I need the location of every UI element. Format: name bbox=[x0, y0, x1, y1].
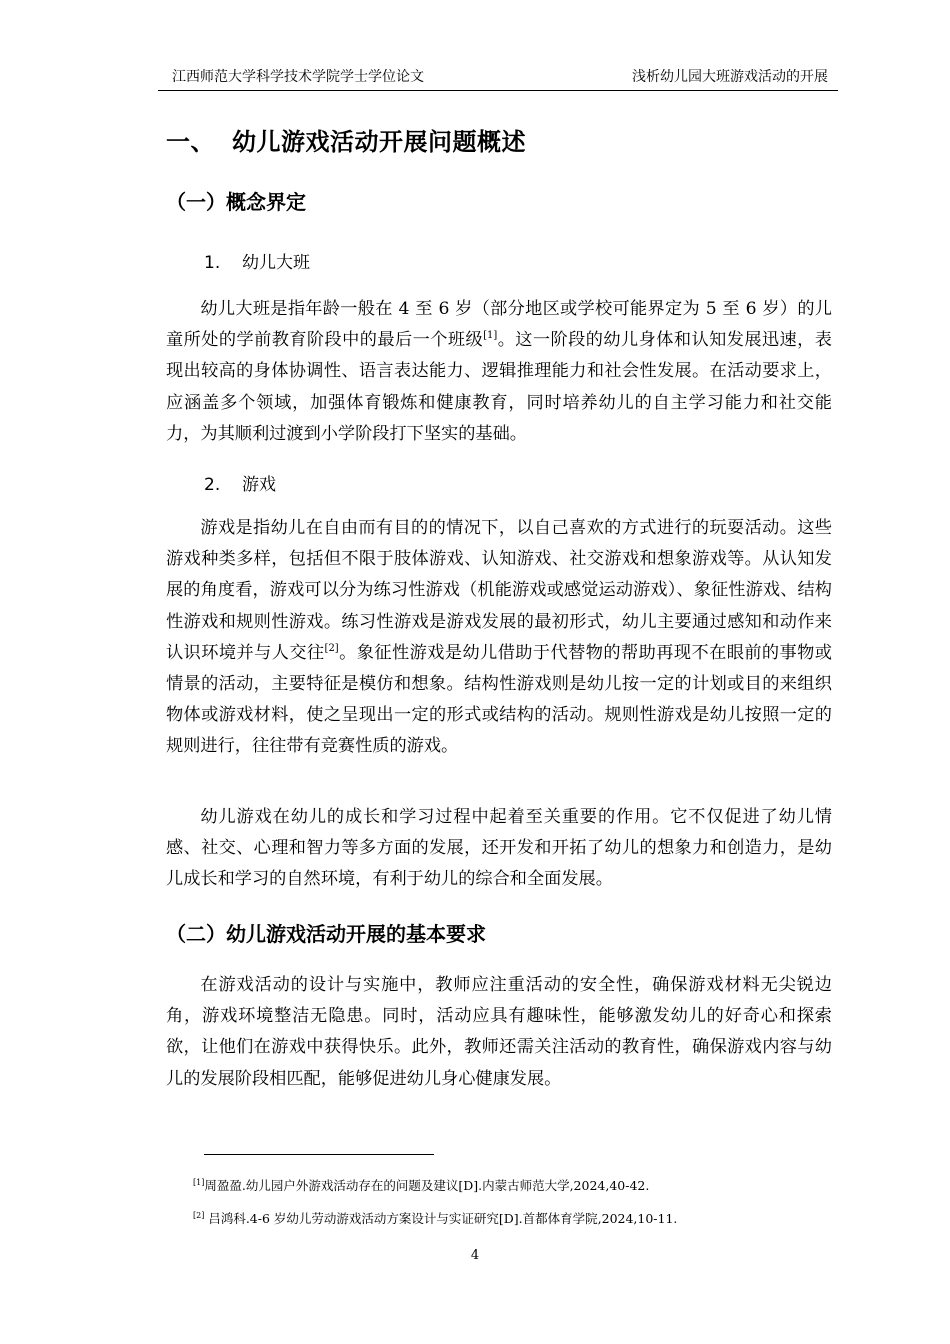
footnote-mark: [2] bbox=[193, 1211, 205, 1220]
section-heading-requirements: （二）幼儿游戏活动开展的基本要求 bbox=[166, 922, 486, 946]
chapter-heading bbox=[166, 122, 526, 157]
subsection-number: 1. bbox=[204, 253, 221, 273]
chapter-title: 幼儿游戏活动开展问题概述 bbox=[232, 128, 526, 156]
citation-ref[interactable]: [1] bbox=[483, 330, 498, 342]
footnote-text: 周盈盈.幼儿园户外游戏活动存在的问题及建议[D].内蒙古师范大学,2024,40-42. bbox=[204, 1178, 650, 1193]
footnote-1 bbox=[193, 1176, 649, 1194]
paragraph-text: 游戏是指幼儿在自由而有目的的情况下，以自己喜欢的方式进行的玩耍活动。这些游戏种类多样，包括但不限于肢体游戏、认知游戏、社交游戏和想象游戏等。从认知发展的角度看，游戏可以分为练习性游戏（机能游戏或感觉运动游戏）、象征性游戏、结构性游戏和规则性游戏。练习性游戏是游戏发展的最初形式，幼儿主要通过感知和动作来认识环境并与人交往 bbox=[166, 518, 832, 663]
footnote-mark: [1] bbox=[193, 1178, 205, 1187]
subsection-heading-senior-class bbox=[204, 248, 310, 273]
running-header bbox=[158, 66, 838, 91]
subsection-title: 幼儿大班 bbox=[242, 253, 310, 273]
paragraph-text: 。这一阶段的幼儿身体和认知发展迅速，表现出较高的身体协调性、语言表达能力、逻辑推理能力和社会性发展。在活动要求上，应涵盖多个领域，加强体育锻炼和健康教育，同时培养幼儿的自主学习能力和社交能力，为其顺利过渡到小学阶段打下坚实的基础。 bbox=[166, 330, 832, 444]
paragraph-text: 幼儿大班是指年龄一般在 4 至 6 岁（部分地区或学校可能界定为 5 至 6 岁）的儿童所处的学前教育阶段中的最后一个班级 bbox=[166, 299, 832, 351]
subsection-heading-game bbox=[204, 470, 276, 495]
citation-ref[interactable]: [2] bbox=[324, 642, 339, 654]
paragraph-senior-class-definition bbox=[166, 294, 832, 450]
page-number: 4 bbox=[470, 1248, 480, 1263]
chapter-number: 一、 bbox=[166, 128, 215, 156]
header-thesis-title: 浅析幼儿园大班游戏活动的开展 bbox=[632, 69, 828, 85]
paragraph-requirements: 在游戏活动的设计与实施中，教师应注重活动的安全性，确保游戏材料无尖锐边角，游戏环境整洁无隐患。同时，活动应具有趣味性，能够激发幼儿的好奇心和探索欲，让他们在游戏中获得快乐。此外，教师还需关注活动的教育性，确保游戏内容与幼儿的发展阶段相匹配，能够促进幼儿身心健康发展。 bbox=[166, 975, 832, 1089]
header-thesis-label: 江西师范大学科学技术学院学士学位论文 bbox=[172, 69, 424, 85]
subsection-title: 游戏 bbox=[242, 475, 276, 495]
footnote-text: 吕鸿科.4-6 岁幼儿劳动游戏活动方案设计与实证研究[D].首都体育学院,2024,10-11. bbox=[204, 1211, 678, 1226]
paragraph-text: 。象征性游戏是幼儿借助于代替物的帮助再现不在眼前的事物或情景的活动，主要特征是模仿和想象。结构性游戏则是幼儿按一定的计划或目的来组织物体或游戏材料，使之呈现出一定的形式或结构的活动。规则性游戏是幼儿按照一定的规则进行，往往带有竞赛性质的游戏。 bbox=[166, 642, 832, 757]
paragraph-game-importance: 幼儿游戏在幼儿的成长和学习过程中起着至关重要的作用。它不仅促进了幼儿情感、社交、心理和智力等多方面的发展，还开发和开拓了幼儿的想象力和创造力，是幼儿成长和学习的自然环境，有利于幼儿的综合和全面发展。 bbox=[166, 807, 832, 890]
paragraph-game-definition bbox=[166, 513, 832, 763]
section-heading-concepts: （一）概念界定 bbox=[166, 190, 306, 214]
footnote-2 bbox=[193, 1209, 677, 1227]
footnote-separator bbox=[204, 1154, 434, 1155]
subsection-number: 2. bbox=[204, 475, 221, 495]
